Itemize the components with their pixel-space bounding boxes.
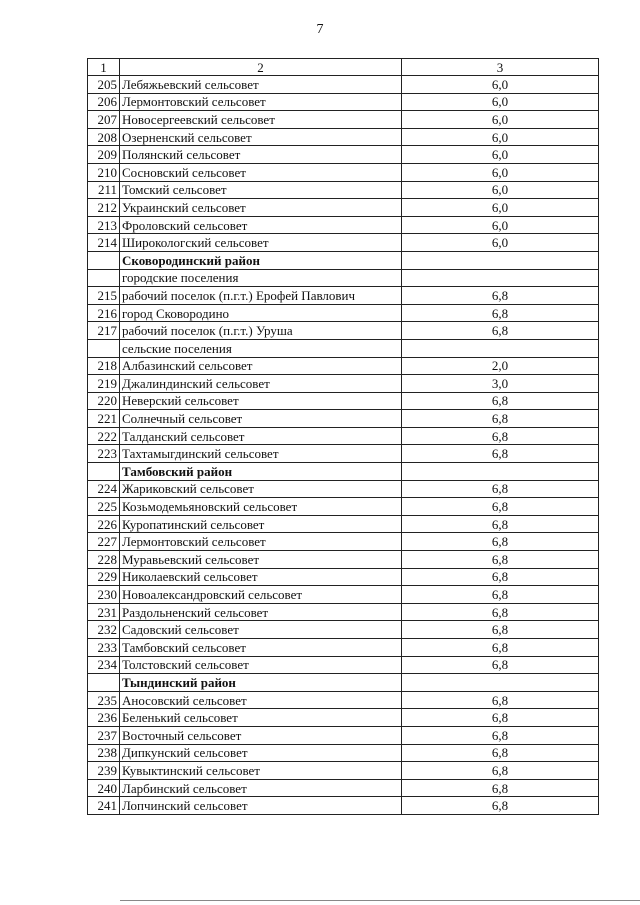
table-row [88, 551, 599, 569]
group-header-row [88, 339, 599, 357]
row-value: 6,8 [402, 797, 599, 815]
row-name: Муравьевский сельсовет [120, 551, 402, 569]
table-row [88, 586, 599, 604]
table-row [88, 533, 599, 551]
table-row [88, 392, 599, 410]
table-row [88, 568, 599, 586]
row-number: 222 [88, 427, 120, 445]
row-name: город Сковородино [120, 304, 402, 322]
header-col-1: 1 [88, 59, 120, 76]
row-value: 6,8 [402, 498, 599, 516]
row-value: 6,8 [402, 568, 599, 586]
row-value: 6,8 [402, 639, 599, 657]
row-name: Лопчинский сельсовет [120, 797, 402, 815]
row-name: Неверский сельсовет [120, 392, 402, 410]
row-number: 238 [88, 744, 120, 762]
row-number: 212 [88, 199, 120, 217]
row-value [402, 251, 599, 269]
row-value: 6,0 [402, 181, 599, 199]
row-value: 2,0 [402, 357, 599, 375]
row-value: 6,0 [402, 163, 599, 181]
row-name: Тамбовский район [120, 463, 402, 481]
row-number: 210 [88, 163, 120, 181]
row-value: 6,8 [402, 762, 599, 780]
row-number: 213 [88, 216, 120, 234]
row-name: Озерненский сельсовет [120, 128, 402, 146]
table-row [88, 410, 599, 428]
row-name: Лебяжьевский сельсовет [120, 76, 402, 94]
table-row [88, 427, 599, 445]
table-row [88, 744, 599, 762]
row-value: 6,8 [402, 779, 599, 797]
row-name: Новосергеевский сельсовет [120, 111, 402, 129]
row-name: городские поселения [120, 269, 402, 287]
row-value: 6,8 [402, 515, 599, 533]
row-name: Беленький сельсовет [120, 709, 402, 727]
row-value: 6,8 [402, 621, 599, 639]
row-number: 233 [88, 639, 120, 657]
row-name: сельские поселения [120, 339, 402, 357]
table-row [88, 287, 599, 305]
footer-rule [120, 900, 640, 901]
row-name: Широкологский сельсовет [120, 234, 402, 252]
row-name: Фроловский сельсовет [120, 216, 402, 234]
table-row [88, 199, 599, 217]
row-value: 6,0 [402, 128, 599, 146]
row-number [88, 463, 120, 481]
row-value: 3,0 [402, 375, 599, 393]
row-number: 217 [88, 322, 120, 340]
row-number: 227 [88, 533, 120, 551]
row-number: 235 [88, 691, 120, 709]
row-name: Тамбовский сельсовет [120, 639, 402, 657]
row-value: 6,0 [402, 76, 599, 94]
row-value: 6,8 [402, 603, 599, 621]
table-row [88, 93, 599, 111]
row-number: 237 [88, 726, 120, 744]
row-number: 216 [88, 304, 120, 322]
row-value: 6,8 [402, 445, 599, 463]
table-header-row [88, 59, 599, 76]
row-number: 229 [88, 568, 120, 586]
header-col-2: 2 [120, 59, 402, 76]
row-name: Джалиндинский сельсовет [120, 375, 402, 393]
table-row [88, 146, 599, 164]
table-body [88, 59, 599, 815]
district-header-row [88, 674, 599, 692]
table-row [88, 726, 599, 744]
row-name: Козьмодемьяновский сельсовет [120, 498, 402, 516]
row-name: Солнечный сельсовет [120, 410, 402, 428]
row-value: 6,8 [402, 410, 599, 428]
row-name: Тындинский район [120, 674, 402, 692]
row-number: 219 [88, 375, 120, 393]
row-value: 6,8 [402, 480, 599, 498]
row-value: 6,8 [402, 691, 599, 709]
row-name: Куропатинский сельсовет [120, 515, 402, 533]
row-value: 6,8 [402, 586, 599, 604]
table-row [88, 779, 599, 797]
row-name: рабочий поселок (п.г.т.) Ерофей Павлович [120, 287, 402, 305]
table-row [88, 111, 599, 129]
row-number: 239 [88, 762, 120, 780]
table-row [88, 163, 599, 181]
table-row [88, 216, 599, 234]
row-name: Лермонтовский сельсовет [120, 533, 402, 551]
table-row [88, 76, 599, 94]
district-header-row [88, 251, 599, 269]
row-value: 6,8 [402, 427, 599, 445]
row-value: 6,8 [402, 709, 599, 727]
row-number: 221 [88, 410, 120, 428]
row-value: 6,0 [402, 146, 599, 164]
table-row [88, 480, 599, 498]
row-value: 6,8 [402, 726, 599, 744]
row-name: Восточный сельсовет [120, 726, 402, 744]
row-number: 214 [88, 234, 120, 252]
row-number: 224 [88, 480, 120, 498]
table-row [88, 797, 599, 815]
row-value [402, 674, 599, 692]
table-row [88, 515, 599, 533]
table-row [88, 639, 599, 657]
row-number [88, 251, 120, 269]
row-number: 236 [88, 709, 120, 727]
row-number: 218 [88, 357, 120, 375]
table-row [88, 181, 599, 199]
row-number: 226 [88, 515, 120, 533]
table-row [88, 656, 599, 674]
district-header-row [88, 463, 599, 481]
row-name: Дипкунский сельсовет [120, 744, 402, 762]
row-number: 211 [88, 181, 120, 199]
row-value: 6,8 [402, 322, 599, 340]
row-value: 6,8 [402, 304, 599, 322]
row-name: Новоалександровский сельсовет [120, 586, 402, 604]
row-number: 230 [88, 586, 120, 604]
row-number: 240 [88, 779, 120, 797]
table-row [88, 621, 599, 639]
table-row [88, 691, 599, 709]
row-name: Полянский сельсовет [120, 146, 402, 164]
table-row [88, 357, 599, 375]
row-number: 223 [88, 445, 120, 463]
row-name: Сковородинский район [120, 251, 402, 269]
row-value: 6,8 [402, 551, 599, 569]
group-header-row [88, 269, 599, 287]
table-row [88, 234, 599, 252]
row-number: 228 [88, 551, 120, 569]
row-value: 6,8 [402, 656, 599, 674]
row-number: 208 [88, 128, 120, 146]
header-col-3: 3 [402, 59, 599, 76]
row-number: 215 [88, 287, 120, 305]
row-value: 6,0 [402, 199, 599, 217]
row-value: 6,8 [402, 287, 599, 305]
row-value: 6,0 [402, 216, 599, 234]
row-number: 231 [88, 603, 120, 621]
row-name: Раздольненский сельсовет [120, 603, 402, 621]
row-number [88, 269, 120, 287]
row-value: 6,8 [402, 744, 599, 762]
page-number: 7 [316, 22, 324, 37]
row-name: Лермонтовский сельсовет [120, 93, 402, 111]
table-row [88, 304, 599, 322]
table-row [88, 322, 599, 340]
row-name: Садовский сельсовет [120, 621, 402, 639]
row-name: Тахтамыгдинский сельсовет [120, 445, 402, 463]
row-number: 205 [88, 76, 120, 94]
table-row [88, 762, 599, 780]
row-name: Толстовский сельсовет [120, 656, 402, 674]
row-number: 225 [88, 498, 120, 516]
row-name: Сосновский сельсовет [120, 163, 402, 181]
row-name: Украинский сельсовет [120, 199, 402, 217]
table-row [88, 445, 599, 463]
row-number: 206 [88, 93, 120, 111]
row-number [88, 339, 120, 357]
row-value: 6,8 [402, 533, 599, 551]
table-row [88, 603, 599, 621]
row-number: 241 [88, 797, 120, 815]
row-name: Кувыктинский сельсовет [120, 762, 402, 780]
row-value: 6,8 [402, 392, 599, 410]
row-name: Албазинский сельсовет [120, 357, 402, 375]
row-number: 234 [88, 656, 120, 674]
row-name: Томский сельсовет [120, 181, 402, 199]
row-name: Николаевский сельсовет [120, 568, 402, 586]
table-row [88, 498, 599, 516]
table-row [88, 375, 599, 393]
row-number: 209 [88, 146, 120, 164]
row-value: 6,0 [402, 111, 599, 129]
row-value: 6,0 [402, 93, 599, 111]
row-value [402, 269, 599, 287]
row-value [402, 339, 599, 357]
row-value: 6,0 [402, 234, 599, 252]
row-name: Ларбинский сельсовет [120, 779, 402, 797]
table-row [88, 709, 599, 727]
row-number: 220 [88, 392, 120, 410]
data-table [87, 58, 599, 815]
row-name: рабочий поселок (п.г.т.) Уруша [120, 322, 402, 340]
row-number: 232 [88, 621, 120, 639]
table-row [88, 128, 599, 146]
row-number: 207 [88, 111, 120, 129]
row-name: Талданский сельсовет [120, 427, 402, 445]
row-number [88, 674, 120, 692]
row-name: Жариковский сельсовет [120, 480, 402, 498]
row-value [402, 463, 599, 481]
row-name: Аносовский сельсовет [120, 691, 402, 709]
